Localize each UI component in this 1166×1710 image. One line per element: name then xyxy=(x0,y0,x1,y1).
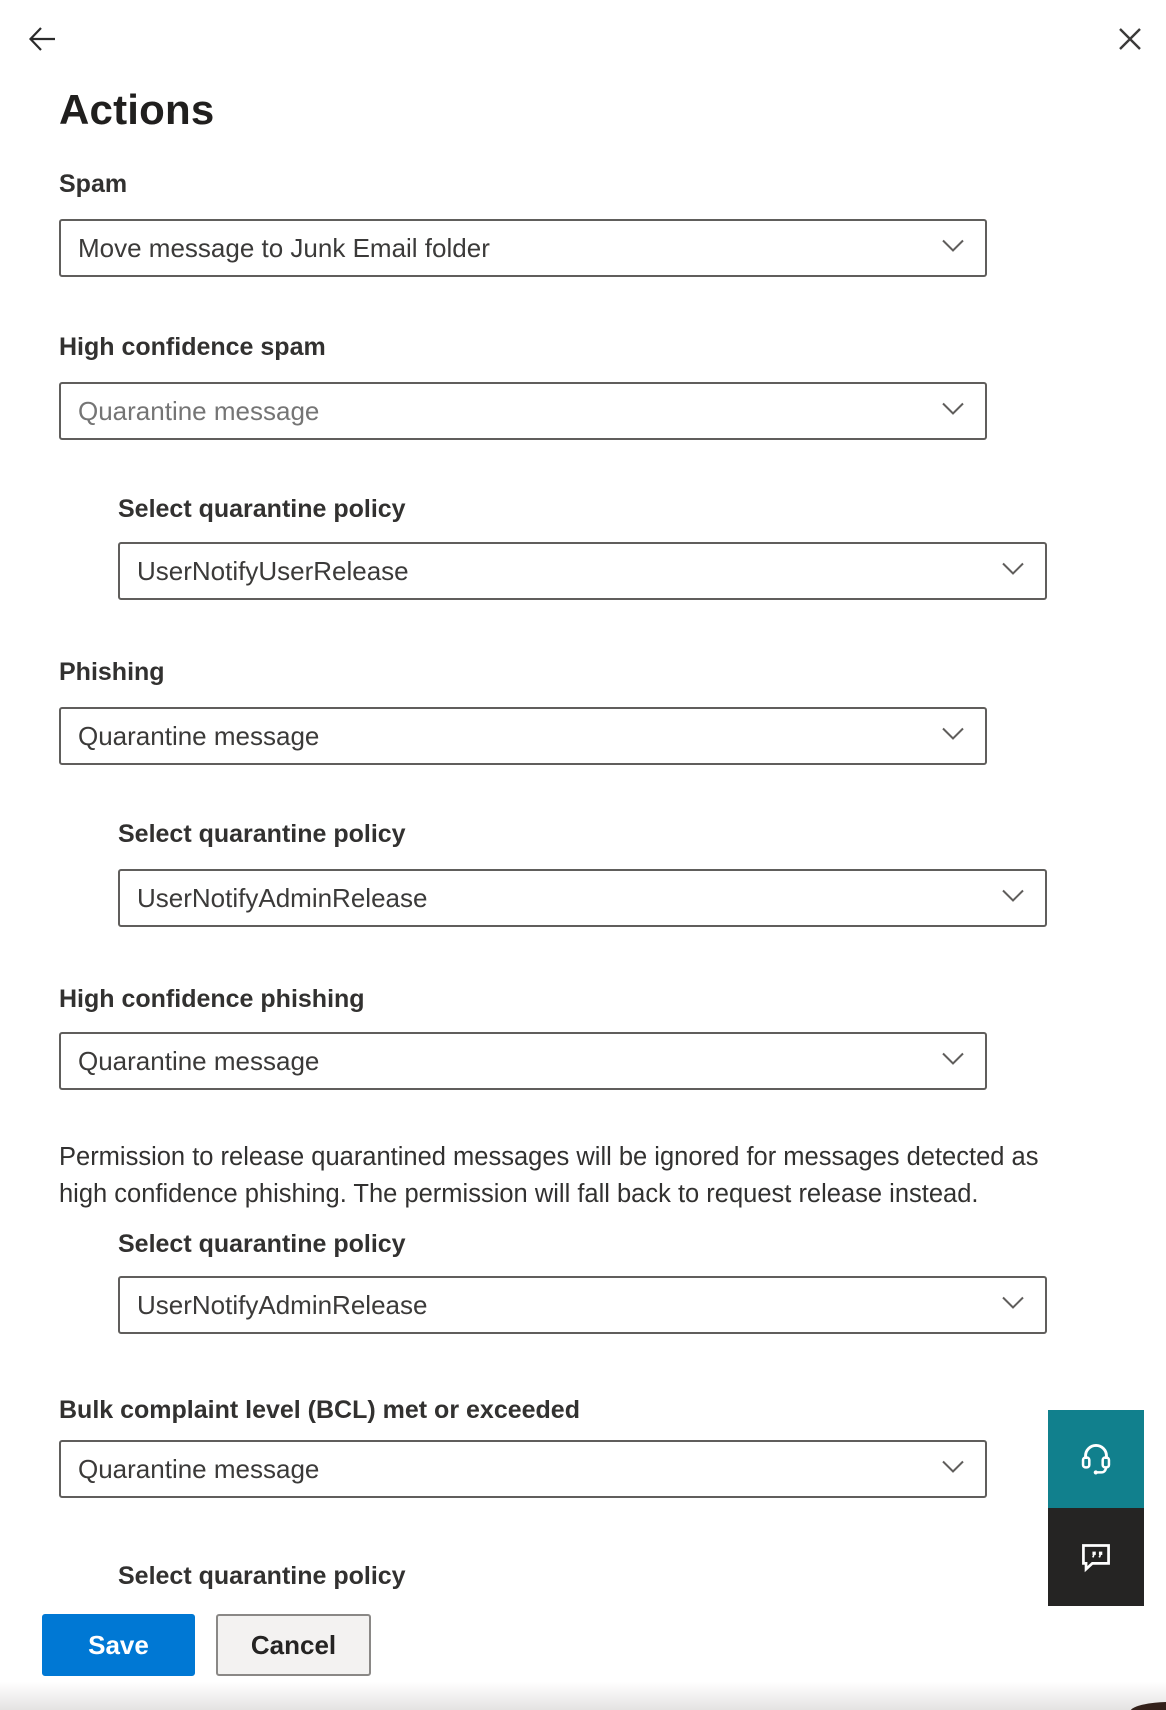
chevron-down-icon xyxy=(941,239,965,258)
bcl-label: Bulk complaint level (BCL) met or exceeded xyxy=(59,1396,580,1424)
high-confidence-phishing-label: High confidence phishing xyxy=(59,985,365,1013)
phishing-action-value: Quarantine message xyxy=(78,720,320,751)
hcp-permission-note: Permission to release quarantined messages will be ignored for messages detected as high confidence phishing. The permission will fall back to request release instead. xyxy=(59,1143,1039,1208)
headset-icon xyxy=(1073,1435,1119,1484)
spam-action-dropdown[interactable] xyxy=(59,219,987,277)
hcs-quarantine-policy-label: Select quarantine policy xyxy=(118,495,406,523)
feedback-button[interactable] xyxy=(1048,1508,1144,1606)
high-confidence-spam-action-value: Quarantine message xyxy=(78,395,320,426)
page-title: Actions xyxy=(59,86,215,133)
spam-label: Spam xyxy=(59,170,128,198)
high-confidence-phishing-action-dropdown[interactable] xyxy=(59,1032,987,1090)
close-icon xyxy=(1114,23,1146,58)
phishing-action-dropdown[interactable] xyxy=(59,707,987,765)
arrow-left-icon xyxy=(23,20,61,61)
chevron-down-icon xyxy=(1001,889,1025,908)
close-button[interactable] xyxy=(1108,18,1152,62)
side-widget-buttons xyxy=(1048,1410,1144,1606)
bcl-quarantine-policy-label: Select quarantine policy xyxy=(118,1562,406,1590)
phishing-quarantine-policy-label: Select quarantine policy xyxy=(118,820,406,848)
bcl-action-dropdown[interactable] xyxy=(59,1440,987,1498)
back-button[interactable] xyxy=(20,18,64,62)
phishing-quarantine-policy-value: UserNotifyAdminRelease xyxy=(137,882,428,913)
bcl-action-value: Quarantine message xyxy=(78,1453,320,1484)
phishing-quarantine-policy-dropdown[interactable] xyxy=(118,869,1047,927)
high-confidence-spam-action-dropdown[interactable] xyxy=(59,382,987,440)
chat-bubble-icon xyxy=(1074,1534,1118,1581)
hcs-quarantine-policy-value: UserNotifyUserRelease xyxy=(137,555,409,586)
phishing-label: Phishing xyxy=(59,658,165,686)
cancel-button[interactable]: Cancel xyxy=(216,1614,371,1676)
chevron-down-icon xyxy=(941,402,965,421)
chevron-down-icon xyxy=(1001,1296,1025,1315)
save-button[interactable]: Save xyxy=(42,1614,195,1676)
high-confidence-phishing-action-value: Quarantine message xyxy=(78,1045,320,1076)
chevron-down-icon xyxy=(1001,562,1025,581)
footer-bar xyxy=(0,1592,1166,1710)
hcp-quarantine-policy-dropdown[interactable] xyxy=(118,1276,1047,1334)
hcp-quarantine-policy-label: Select quarantine policy xyxy=(118,1230,406,1258)
support-button[interactable] xyxy=(1048,1410,1144,1508)
hcp-quarantine-policy-value: UserNotifyAdminRelease xyxy=(137,1289,428,1320)
hcs-quarantine-policy-dropdown[interactable] xyxy=(118,542,1047,600)
high-confidence-spam-label: High confidence spam xyxy=(59,333,326,361)
chevron-down-icon xyxy=(941,1052,965,1071)
chevron-down-icon xyxy=(941,727,965,746)
chevron-down-icon xyxy=(941,1460,965,1479)
spam-action-value: Move message to Junk Email folder xyxy=(78,232,490,263)
